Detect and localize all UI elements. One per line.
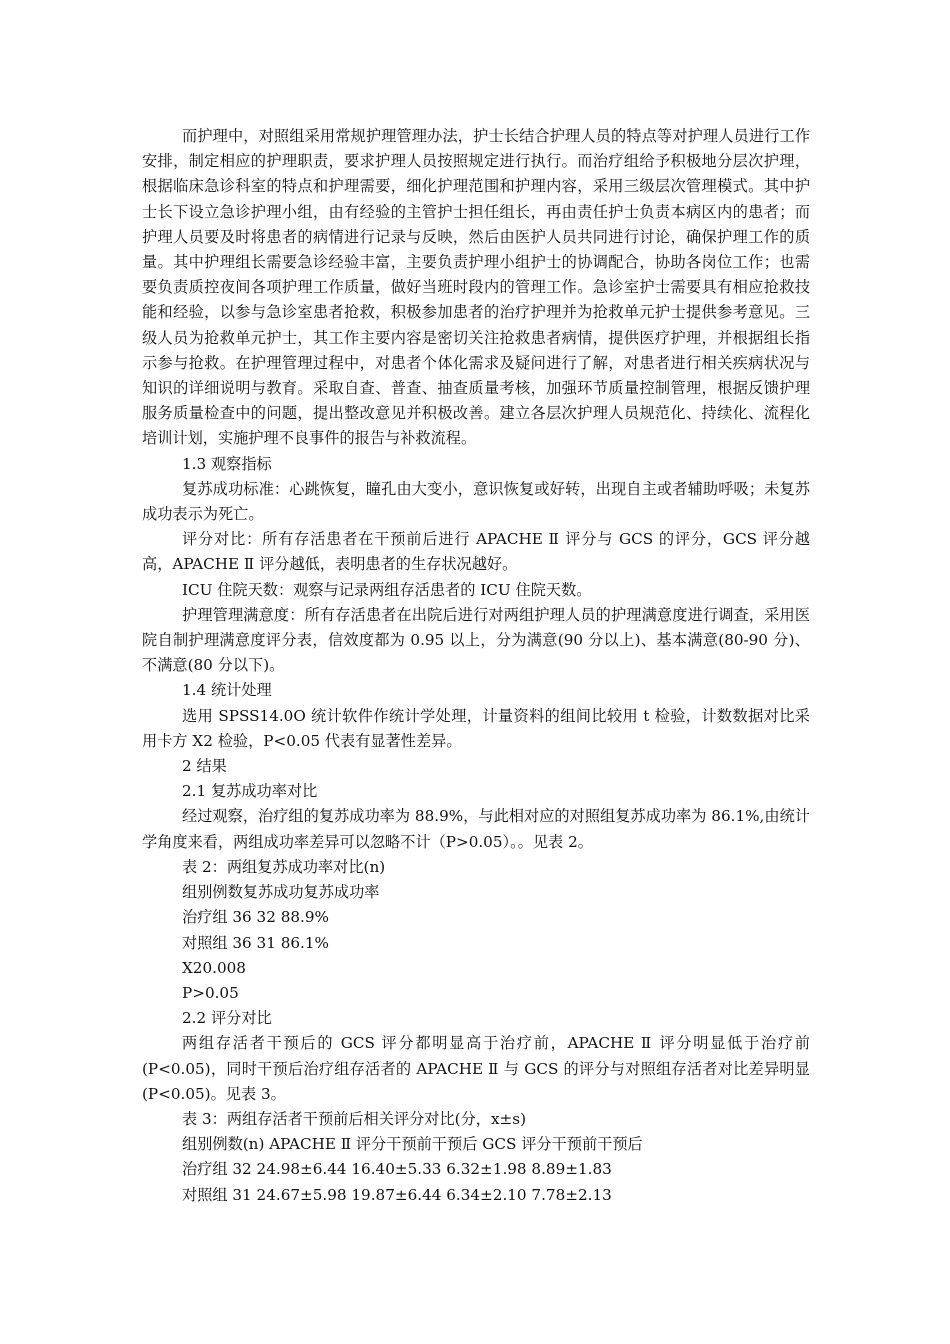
table-3-row-treatment: 治疗组 32 24.98±6.44 16.40±5.33 6.32±1.98 8.89±1.83	[182, 1160, 612, 1179]
body-paragraph-success-rate: 经过观察，治疗组的复苏成功率为 88.9%，与此相对应的对照组复苏成功率为 86.1%,由统计学角度来看，两组成功率差异可以忽略不计（P>0.05）。。见表 2。	[142, 807, 810, 851]
table-2-chi-square: X20.008	[182, 958, 246, 977]
body-paragraph-nursing-management: 而护理中，对照组采用常规护理管理办法，护士长结合护理人员的特点等对护理人员进行工作安排，制定相应的护理职责，要求护理人员按照规定进行执行。而治疗组给予积极地分层次护理，根据临床急诊科室的特点和护理需要，细化护理范围和护理内容，采用三级层次管理模式。其中护士长下设立急诊护理小组，由有经验的主管护士担任组长，再由责任护士负责本病区内的患者；而护理人员要及时将患者的病情进行记录与反映，然后由医护人员共同进行讨论，确保护理工作的质量。其中护理组长需要急诊经验丰富，主要负责护理小组护士的协调配合，协助各岗位工作；也需要负责质控夜间各项护理工作质量，做好当班时段内的管理工作。急诊室护士需要具有相应抢救技能和经验，以参与急诊室患者抢救，积极参加患者的治疗护理并为抢救单元护士提供参考意见。三级人员为抢救单元护士，其工作主要内容是密切关注抢救患者病情，提供医疗护理，并根据组长指示参与抢救。在护理管理过程中，对患者个体化需求及疑问进行了解，对患者进行相关疾病状况与知识的详细说明与教育。采取自查、普查、抽查质量考核，加强环节质量控制管理，根据反馈护理服务质量检查中的问题，提出整改意见并积极改善。建立各层次护理人员规范化、持续化、流程化培训计划，实施护理不良事件的报告与补救流程。	[142, 127, 810, 448]
table-3-caption: 表 3：两组存活者干预前后相关评分对比(分，x±s)	[182, 1109, 526, 1128]
body-paragraph-statistics: 选用 SPSS14.0O 统计软件作统计学处理，计量资料的组间比较用 t 检验，计数数据对比采用卡方 X2 检验，P<0.05 代表有显著性差异。	[142, 706, 810, 750]
table-3-header-line: 组别例数(n) APACHE Ⅱ 评分干预前干预后 GCS 评分干预前干预后	[182, 1135, 643, 1154]
section-heading-1-3: 1.3 观察指标	[182, 454, 272, 473]
section-heading-2-2: 2.2 评分对比	[182, 1009, 272, 1028]
table-2-caption: 表 2：两组复苏成功率对比(n)	[182, 857, 386, 876]
table-2-row-control: 对照组 36 31 86.1%	[182, 933, 329, 952]
table-2-row-treatment: 治疗组 36 32 88.9%	[182, 908, 329, 927]
section-heading-2-1: 2.1 复苏成功率对比	[182, 782, 318, 801]
body-paragraph-score-comparison: 评分对比：所有存活患者在干预前后进行 APACHE Ⅱ 评分与 GCS 的评分，GCS 评分越高，APACHE Ⅱ 评分越低，表明患者的生存状况越好。	[142, 530, 810, 574]
section-heading-1-4: 1.4 统计处理	[182, 681, 272, 700]
body-paragraph-score-results: 两组存活者干预后的 GCS 评分都明显高于治疗前，APACHE Ⅱ 评分明显低于治疗前(P<0.05)，同时干预后治疗组存活者的 APACHE Ⅱ 与 GCS 的评分与对照组存活者对比差异明显(P<0.05)。见表 3。	[142, 1034, 810, 1103]
table-2-p-value: P>0.05	[182, 983, 239, 1002]
section-heading-2: 2 结果	[182, 757, 227, 776]
body-paragraph-icu-days: ICU 住院天数：观察与记录两组存活患者的 ICU 住院天数。	[182, 580, 592, 599]
table-2-header-line: 组别例数复苏成功复苏成功率	[182, 883, 380, 902]
body-paragraph-resuscitation-criteria: 复苏成功标准：心跳恢复，瞳孔由大变小，意识恢复或好转，出现自主或者辅助呼吸；未复苏成功表示为死亡。	[142, 479, 810, 524]
table-3-row-control: 对照组 31 24.67±5.98 19.87±6.44 6.34±2.10 7.78±2.13	[182, 1185, 612, 1204]
body-paragraph-satisfaction: 护理管理满意度：所有存活患者在出院后进行对两组护理人员的护理满意度进行调查，采用医院自制护理满意度评分表，信效度都为 0.95 以上，分为满意(90 分以上)、基本满意(80-90 分)、不满意(80 分以下)。	[142, 605, 810, 675]
